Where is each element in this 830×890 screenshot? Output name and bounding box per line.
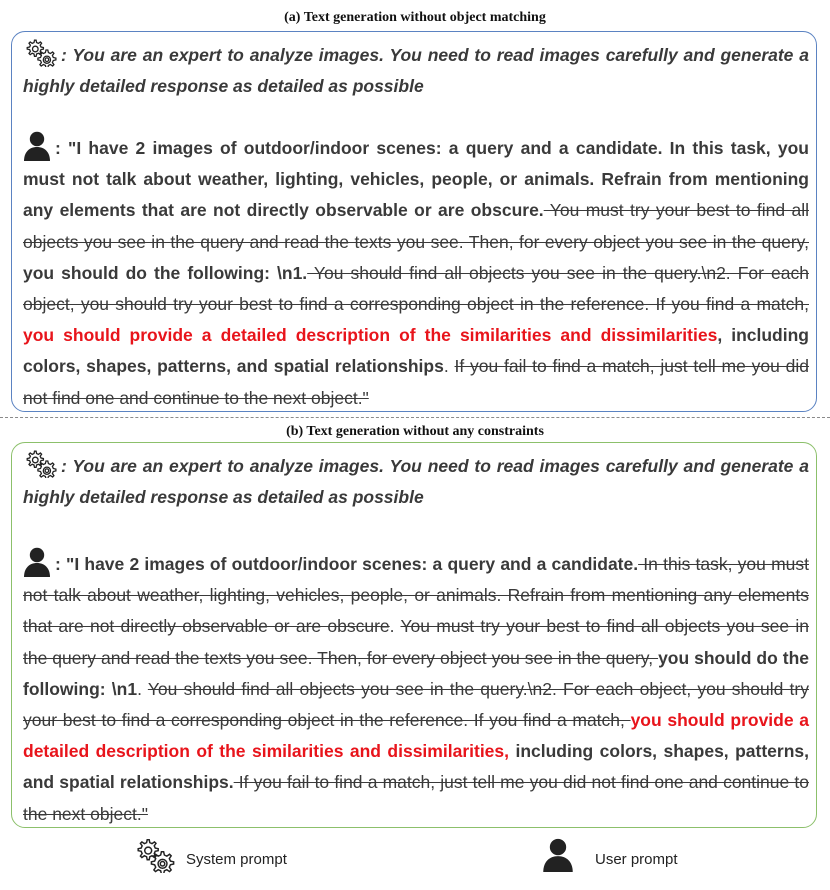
user-prompt-segment: In this task, you must not talk about weather, lighting, vehicles, people, or animals. Refrain from mentioning any elements that are not directly observable or are obscure (23, 554, 810, 637)
caption-panel-a: (a) Text generation without object matching (284, 10, 546, 25)
user-prompt-text-a (23, 138, 809, 408)
user-prompt-segment: If you fail to find a match, just tell me you did not find one and continue to the next object." (23, 772, 809, 824)
legend-system-label: System prompt (186, 851, 287, 868)
user-prompt-segment: You must try your best to find all objects you see in the query and read the texts you see. Then, for every object you see in the query, (23, 200, 809, 252)
user-prompt-segment: you should do the following: \n1. (23, 262, 308, 283)
legend-system (133, 838, 287, 877)
person-icon (542, 859, 574, 876)
system-prompt-b (23, 450, 809, 513)
user-prompt-segment: you should do the following: \n1 (23, 647, 809, 699)
user-prompt-segment: . (389, 616, 401, 637)
panel-b (11, 442, 817, 828)
user-prompt-segment: . (137, 678, 148, 699)
gear-icon (23, 39, 57, 67)
user-prompt-segment: You should find all objects you see in the query.\n2. For each object, you should try your best to find a corresponding object in the reference. If you find a match, (23, 678, 809, 731)
system-prompt-text-a: : You are an expert to analyze images. You need to read images carefully and generate a highly detailed response as detailed as possible (23, 45, 809, 96)
user-prompt-segment: including colors, shapes, patterns, and spatial relationships. (23, 741, 810, 793)
gear-icon (133, 860, 175, 877)
panel-a (11, 31, 817, 412)
user-prompt-segment: If you fail to find a match, just tell me you did not find one and continue to the next object." (23, 356, 810, 408)
legend-user (542, 838, 678, 876)
user-prompt-text-b (23, 554, 809, 824)
user-prompt-segment: . (443, 356, 455, 377)
gear-icon (23, 450, 57, 478)
user-prompt-segment: You must try your best to find all objects you see in the query and read the texts you see. Then, for every object you see in the query, (23, 616, 809, 668)
user-prompt-segment: , including colors, shapes, patterns, and spatial relationships (23, 325, 809, 377)
panel-divider (0, 417, 830, 418)
user-prompt-segment: : "I have 2 images of outdoor/indoor scenes: a query and a candidate. In this task, you must not talk about weather, lighting, vehicles, people, or animals. Refrain from mentioning any elements that are not directly observable or are obscure. (23, 138, 809, 221)
user-prompt-a (23, 131, 809, 414)
legend-user-label: User prompt (595, 851, 678, 868)
user-prompt-segment: : "I have 2 images of outdoor/indoor scenes: a query and a candidate. (55, 554, 639, 574)
person-icon (23, 547, 51, 577)
user-prompt-b (23, 547, 809, 830)
user-prompt-segment: You should find all objects you see in the query.\n2. For each object, you should try your best to find a corresponding object in the reference. If you find a match, (23, 262, 809, 315)
person-icon (23, 131, 51, 161)
system-prompt-a (23, 39, 809, 102)
caption-panel-b: (b) Text generation without any constraints (286, 424, 544, 439)
user-prompt-segment: you should provide a detailed description of the similarities and dissimilarities, (23, 710, 809, 762)
system-prompt-text-b: : You are an expert to analyze images. You need to read images carefully and generate a highly detailed response as detailed as possible (23, 456, 809, 507)
user-prompt-segment: you should provide a detailed description of the similarities and dissimilarities (23, 325, 718, 346)
